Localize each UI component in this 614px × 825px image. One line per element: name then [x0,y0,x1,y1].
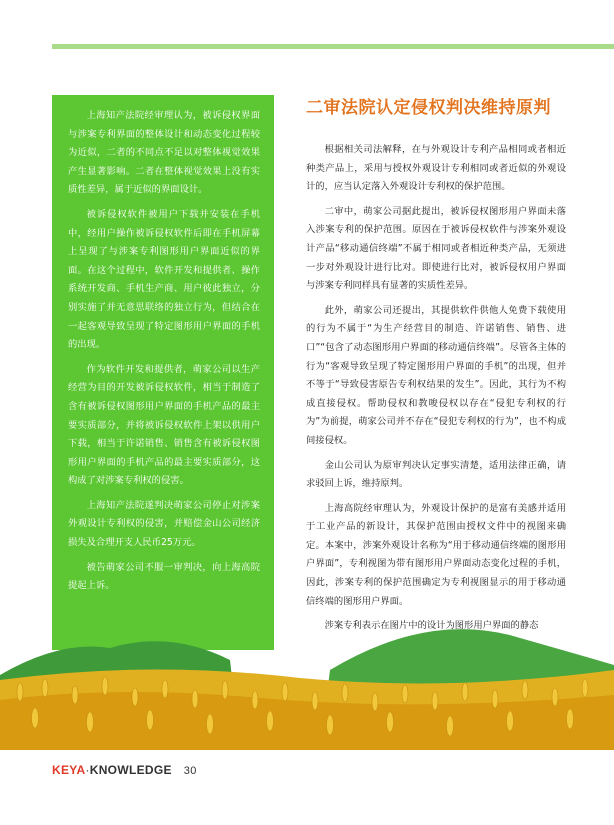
footer-separator: · [85,763,90,777]
footer-brand: KEYA [52,763,86,777]
right-paragraph-6: 涉案专利表示在图片中的设计为图形用户界面的静态 [324,620,539,632]
page-footer [52,763,197,777]
rice-field-illustration [0,600,614,750]
right-paragraph-3: 此外，萌家公司还提出，其提供软件供他人免费下载使用的行为不属于“为生产经营目的制造、许诺销售、销售、进口”“包含了动态图形用户界面的移动通信终端”。尽管各主体的行为“客观导致呈现了特定图形用户界面的手机”的出现，但并不等于“导致侵害原告专利权结果的发生”。因此，其行为不构成直接侵权。帮助侵权和教唆侵权以存在“侵犯专利权的行为”为前提，萌家公司并不存在“侵犯专利权的行为”，也不构成间接侵权。 [306,304,566,446]
left-paragraph-2: 被诉侵权软件被用户下载并安装在手机中，经用户操作被诉侵权软件后即在手机屏幕上呈现了与涉案专利图形用户界面近似的界面。在这个过程中，软件开发和提供者、操作系统开发商、手机生产商、用户彼此独立，分别实施了并无意思联络的独立行为，但结合在一起客观导致呈现了特定图形用户界面的手机的出现。 [68,208,260,351]
left-paragraph-4: 上海知产法院遂判决萌家公司停止对涉案外观设计专利权的侵害，并赔偿金山公司经济损失及合理开支人民币25万元。 [68,499,260,549]
right-paragraph-4: 金山公司认为原审判决认定事实清楚，适用法律正确，请求驳回上诉，维持原判。 [306,459,566,490]
left-column-text [68,107,260,602]
footer-section: KNOWLEDGE [89,763,172,777]
left-paragraph-5: 被告萌家公司不服一审判决，向上海高院提起上诉。 [68,561,260,592]
right-column-text [306,141,566,642]
left-paragraph-3: 作为软件开发和提供者，萌家公司以生产经营为目的开发被诉侵权软件，相当于制造了含有被诉侵权图形用户界面的手机产品的最主要实质部分，并将被诉侵权软件上架以供用户下载，相当于许诺销售、销售含有被诉侵权图形用户界面的手机产品的最主要实质部分，这构成了对涉案专利权的侵害。 [68,363,260,487]
top-accent-bar [52,44,614,49]
right-paragraph-5: 上海高院经审理认为，外观设计保护的是富有美感并适用于工业产品的新设计，其保护范围由授权文件中的视图来确定。本案中，涉案外观设计名称为“用于移动通信终端的图形用户界面”，专利视图为带有图形用户界面动态变化过程的手机，因此，涉案专利的保护范围确定为专利视图显示的用于移动通信终端的图形用户界面。 [306,502,566,607]
right-paragraph-2: 二审中，萌家公司据此提出，被诉侵权图形用户界面未落入涉案专利的保护范围。原因在于被诉侵权软件与涉案外观设计产品“移动通信终端”不属于相同或者相近种类产品，无须进一步对外观设计进行比对。即使进行比对，被诉侵权用户界面与涉案专利同样具有显著的实质性差异。 [306,205,566,292]
left-paragraph-1: 上海知产法院经审理认为，被诉侵权界面与涉案专利界面的整体设计和动态变化过程较为近似，二者的不同点不足以对整体视觉效果产生显著影响。二者在整体视觉效果上没有实质性差异，属于近似的界面设计。 [68,110,260,196]
page-number: 30 [183,765,197,777]
section-title: 二审法院认定侵权判决维持原判 [306,98,551,118]
right-paragraph-1: 根据相关司法解释，在与外观设计专利产品相同或者相近种类产品上，采用与授权外观设计专利相同或者近似的外观设计的，应当认定落入外观设计专利权的保护范围。 [306,144,566,193]
